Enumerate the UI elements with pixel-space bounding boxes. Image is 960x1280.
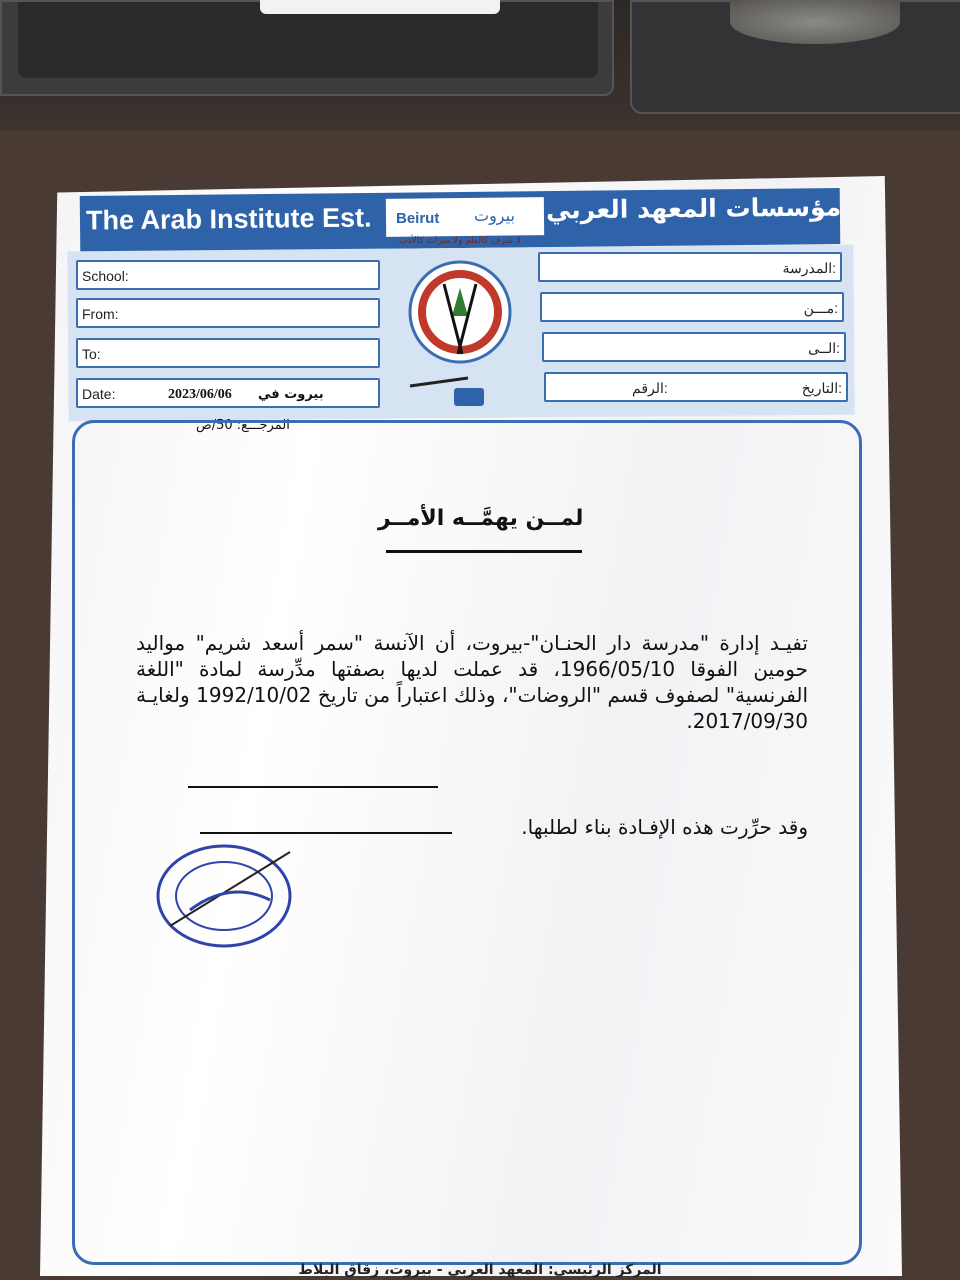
- logo-motto: لا شرف كالعلم ولا ميراث كالأدب: [399, 236, 521, 246]
- footer-address: المركز الرئيسي: المعهد العربي - بيروت، زقاق البلاط: [298, 1262, 662, 1278]
- to-field: [76, 338, 380, 368]
- reference-number: المرجـــع: 50/ص: [196, 418, 290, 433]
- school-label: School:: [82, 268, 129, 284]
- letter-title: لمــن يهمَّــه الأمــر: [378, 506, 584, 531]
- inkwell-icon: [408, 374, 498, 408]
- brand-name-en: The Arab Institute Est.: [85, 202, 372, 236]
- letter-paragraph-1: تفيـد إدارة "مدرسة دار الحنـان"-بيروت، أن الآنسة "سمر أسعد شريم" مواليد حومين الفوقا 1966/05/10، قد عملت لديها بصفتها مدِّرسة لمادة "اللغة الفرنسية" لصفوف قسم "الروضات"، وذلك اعتباراً من تاريخ 1992/10/02 ولغايـة 2017/09/30.: [136, 631, 809, 733]
- pencil-case: [0, 0, 614, 96]
- fill-line-1: [188, 786, 438, 788]
- from-label-ar: مـــن:: [803, 300, 838, 316]
- school-field: [76, 260, 380, 290]
- to-label: To:: [82, 346, 101, 362]
- number-label-ar: الرقم:: [632, 380, 668, 396]
- date-label: Date:: [82, 386, 116, 402]
- from-field-ar: [540, 292, 844, 322]
- city-en: Beirut: [396, 210, 440, 227]
- institute-logo-icon: [404, 254, 516, 366]
- letter-paragraph-2: وقد حرِّرت هذه الإفـادة بناء لطلبها.: [521, 815, 808, 839]
- institute-stamp-icon: [150, 840, 304, 954]
- fill-line-2: [200, 832, 452, 834]
- city-ar: بيروت: [474, 206, 515, 225]
- to-field-ar: [542, 332, 846, 362]
- date-label-ar: التاريخ:: [801, 380, 842, 396]
- school-label-ar: المدرسة:: [782, 260, 836, 276]
- to-label-ar: الــى:: [808, 340, 840, 356]
- brand-name-ar: مؤسسات المعهد العربي: [545, 192, 842, 225]
- date-field-ar: [544, 372, 848, 402]
- from-label: From:: [82, 306, 119, 322]
- school-field-ar: [538, 252, 842, 282]
- from-field: [76, 298, 380, 328]
- pencil: [260, 0, 500, 14]
- title-underline: [386, 550, 582, 553]
- date-value: 2023/06/06: [168, 387, 232, 402]
- date-prefix: بيروت في: [258, 387, 324, 402]
- metal-object: [730, 0, 900, 44]
